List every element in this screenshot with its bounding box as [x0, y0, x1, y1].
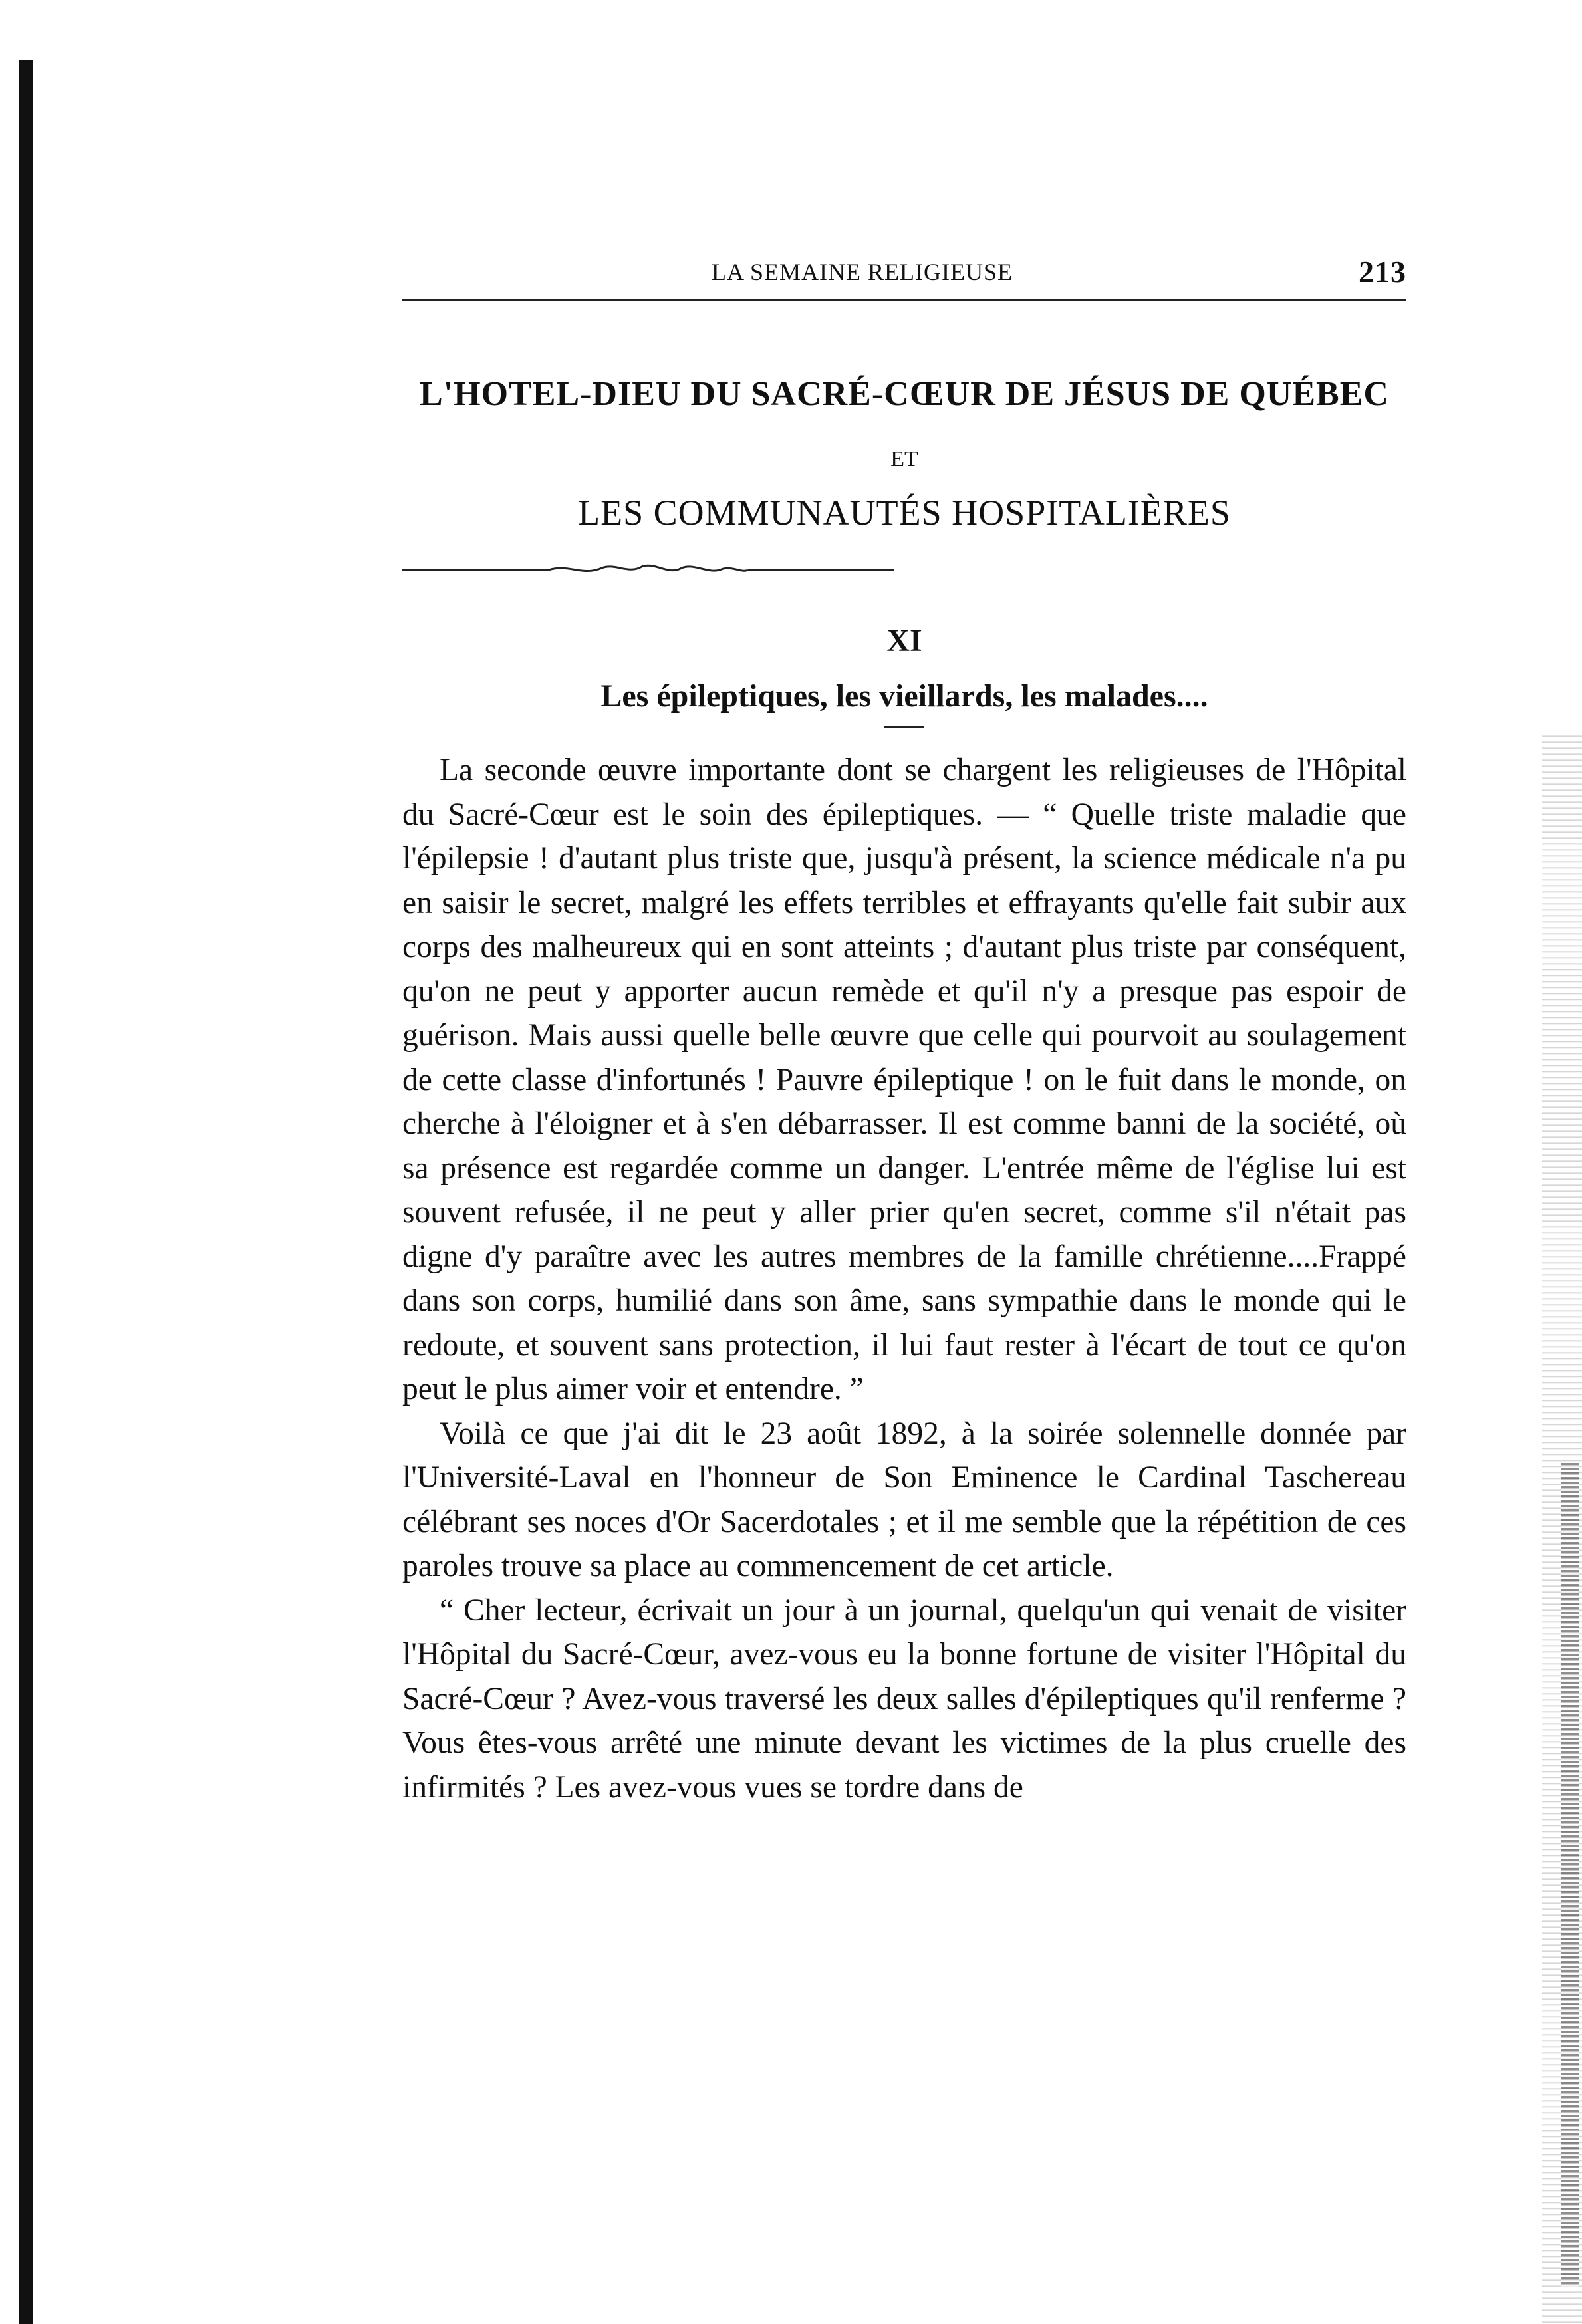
- paragraph: “ Cher lecteur, écrivait un jour à un journal, quelqu'un qui venait de visiter l'Hôpital du Sacré-Cœur, avez-vous eu la bonne fortune de visiter l'Hôpital du Sacré-Cœur ? Avez-vous traversé les deux salles d'épileptiques qu'il renferme ? Vous êtes-vous arrêté une minute devant les victimes de la plus cruelle des infirmités ? Les avez-vous vues se tordre dans de: [402, 1593, 1406, 1805]
- section-dash: [884, 726, 924, 728]
- running-title: LA SEMAINE RELIGIEUSE: [712, 259, 1013, 285]
- chapter-number: XI: [886, 623, 922, 658]
- article-subtitle: LES COMMUNAUTÉS HOSPITALIÈRES: [578, 493, 1231, 533]
- running-header: [402, 246, 1406, 299]
- title-conjunction: ET: [890, 447, 918, 471]
- article-body: [402, 748, 1406, 1809]
- paragraph: Voilà ce que j'ai dit le 23 août 1892, à la soirée solennelle donnée par l'Université-Laval en l'honneur de Son Eminence le Cardinal Taschereau célébrant ses noces d'Or Sacerdotales ; et il me semble que la répétition de ces paroles trouve sa place au commencement de cet article.: [402, 1416, 1406, 1583]
- paragraph: La seconde œuvre importante dont se chargent les religieuses de l'Hôpital du Sacré-Cœur est le soin des épileptiques. — “ Quelle triste maladie que l'épilepsie ! d'autant plus triste que, jusqu'à présent, la science médicale n'a pu en saisir le secret, malgré les effets terribles et effrayants qu'elle fait subir aux corps des malheureux qui en sont atteints ; d'autant plus triste par conséquent, qu'on ne peut y apporter aucun remède et qu'il n'y a presque pas espoir de guérison. Mais aussi quelle belle œuvre que celle qui pourvoit au soulagement de cette classe d'infortunés ! Pauvre épileptique ! on le fuit dans le monde, on cherche à l'éloigner et à s'en débarrasser. Il est comme banni de la société, où sa présence est regardée comme un danger. L'entrée même de l'église lui est souvent refusée, il ne peut y aller prier qu'en secret, comme s'il n'était pas digne d'y paraître avec les autres membres de la famille chrétienne....Frappé dans son corps, humilié dans son âme, sans sympathie dans le monde qui le redoute, et souvent sans protection, il lui faut rester à l'écart de tout ce qu'on peut le plus aimer voir et entendre. ”: [402, 753, 1406, 1406]
- chapter-title: Les épileptiques, les vieillards, les malades....: [600, 678, 1208, 713]
- ornament-divider: [402, 560, 894, 580]
- header-rule: [402, 299, 1406, 301]
- page: [402, 246, 1406, 1809]
- page-number: 213: [1359, 255, 1406, 289]
- page-edge-dark: [1561, 1463, 1579, 2287]
- article-title: L'HOTEL-DIEU DU SACRÉ-CŒUR DE JÉSUS DE QUÉBEC: [420, 375, 1389, 413]
- binding-shadow: [19, 60, 33, 2324]
